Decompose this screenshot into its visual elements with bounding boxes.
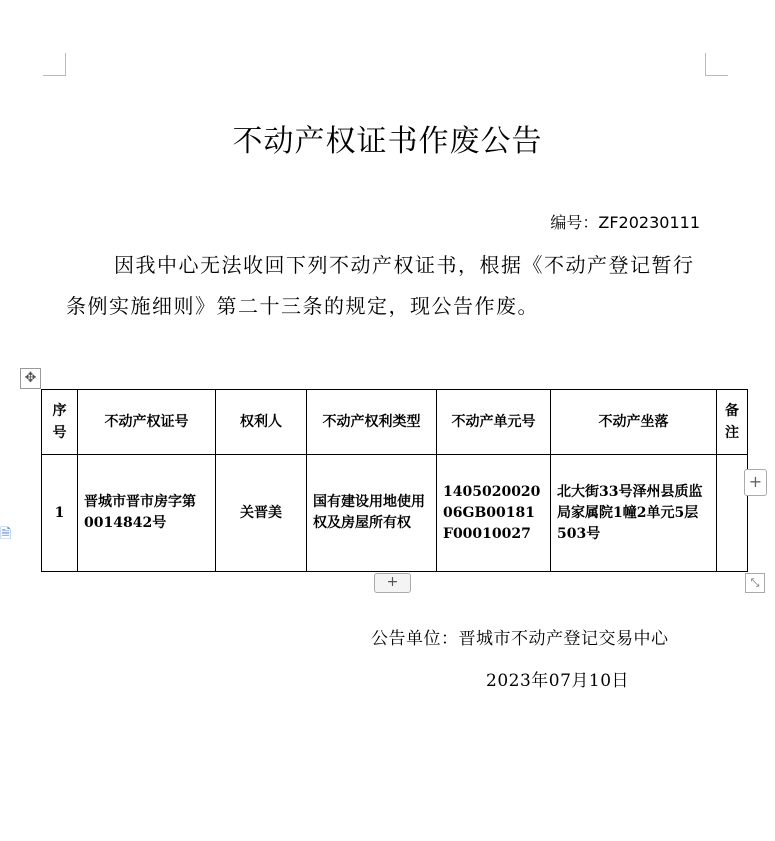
add-row-plus-icon[interactable]: + (374, 573, 411, 593)
document-number: 编号：ZF20230111 (550, 213, 700, 232)
table-header-row (42, 390, 748, 455)
announcement-text: 因我中心无法收回下列不动产权证书，根据《不动产登记暂行条例实施细则》第二十三条的规定，现公告作废。 (66, 253, 695, 318)
table-row (42, 455, 748, 572)
issuer-line: 公告单位：晋城市不动产登记交易中心 (371, 629, 669, 649)
header-seq: 序号 (42, 390, 78, 455)
certificate-table (41, 389, 748, 572)
header-owner: 权利人 (216, 390, 307, 455)
document-title: 不动产权证书作废公告 (232, 124, 543, 159)
announcement-paragraph (66, 245, 706, 327)
header-location: 不动产坐落 (551, 390, 717, 455)
header-unit-no: 不动产单元号 (437, 390, 551, 455)
header-right-type: 不动产权利类型 (307, 390, 437, 455)
document-icon[interactable]: 🗎 (0, 526, 12, 542)
cell-remark (717, 455, 748, 572)
cell-seq: 1 (42, 455, 78, 572)
header-cert-no: 不动产权证号 (78, 390, 216, 455)
page-corner-mark-top-right (705, 53, 728, 76)
header-remark: 备注 (717, 390, 748, 455)
cell-owner: 关晋美 (216, 455, 307, 572)
table-resize-icon[interactable]: ⤡ (745, 573, 765, 593)
cell-unit-no: 140502002006GB00181F00010027 (437, 455, 551, 572)
cell-right-type: 国有建设用地使用权及房屋所有权 (307, 455, 437, 572)
cell-cert-no: 晋城市晋市房字第0014842号 (78, 455, 216, 572)
cell-location: 北大街33号泽州县质监局家属院1幢2单元5层503号 (551, 455, 717, 572)
add-column-plus-icon[interactable]: + (744, 469, 767, 496)
issue-date: 2023年07月10日 (486, 671, 630, 691)
page-corner-mark-top-left (43, 53, 66, 76)
table-move-icon[interactable]: ✥ (20, 368, 41, 389)
